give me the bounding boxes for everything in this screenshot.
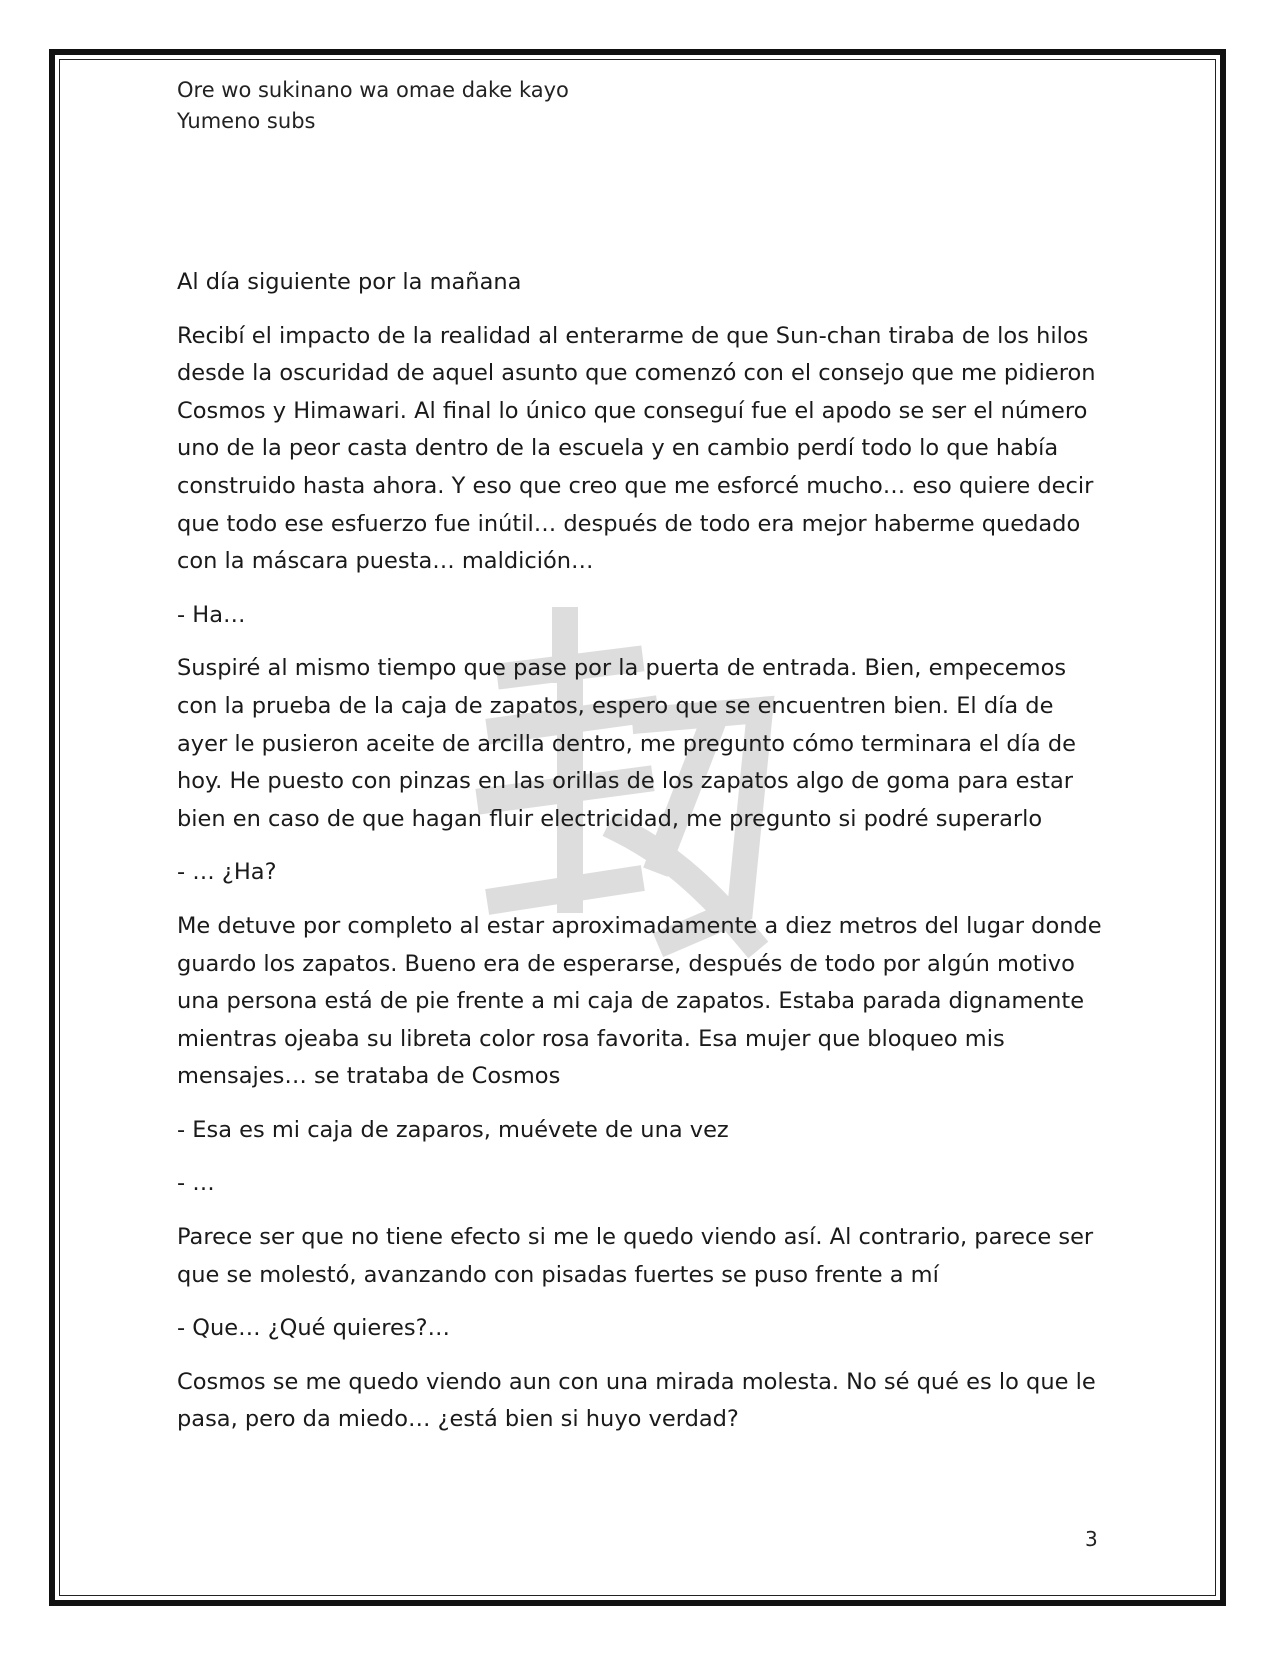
paragraph: - … ¿Ha? xyxy=(177,859,277,886)
paragraph: Parece ser que no tiene efecto si me le quedo viendo así. Al contrario, parece ser que se molestó, avanzando con pisadas fuertes se puso frente a mí xyxy=(177,1224,1094,1288)
page-number: 3 xyxy=(1085,1527,1098,1551)
paragraph: Me detuve por completo al estar aproximadamente a diez metros del lugar donde guardo los zapatos. Bueno era de esperarse, después de todo por algún motivo una persona está de pie frente a mi caja de zapatos. Estaba parada dignamente mientras ojeaba su libreta color rosa favorita. Esa mujer que bloqueo mis mensajes… se trataba de Cosmos xyxy=(177,912,1102,1090)
paragraph: - Que… ¿Qué quieres?… xyxy=(177,1315,451,1342)
document-body xyxy=(177,264,1107,1455)
paragraph: Al día siguiente por la mañana xyxy=(177,269,522,295)
document-header xyxy=(177,75,569,137)
paragraph: Suspiré al mismo tiempo que pase por la puerta de entrada. Bien, empecemos con la prueba de la caja de zapatos, espero que se encuentren bien. El día de ayer le pusieron aceite de arcilla dentro, me pregunto cómo terminara el día de hoy. He puesto con pinzas en las orillas de los zapatos algo de goma para estar bien en caso de que hagan fluir electricidad, me pregunto si podré superarlo xyxy=(177,655,1076,832)
paragraph: - Esa es mi caja de zaparos, muévete de una vez xyxy=(177,1116,729,1143)
header-subtitle: Yumeno subs xyxy=(177,109,316,133)
paragraph: - Ha… xyxy=(177,601,246,628)
header-title: Ore wo sukinano wa omae dake kayo xyxy=(177,78,569,102)
paragraph: Cosmos se me quedo viendo aun con una mirada molesta. No sé qué es lo que le pasa, pero da miedo… ¿está bien si huyo verdad? xyxy=(177,1368,1096,1433)
paragraph: Recibí el impacto de la realidad al enterarme de que Sun-chan tiraba de los hilos desde la oscuridad de aquel asunto que comenzó con el consejo que me pidieron Cosmos y Himawari. Al final lo único que conseguí fue el apodo se ser el número uno de la peor casta dentro de la escuela y en cambio perdí todo lo que había construido hasta ahora. Y eso que creo que me esforcé mucho… eso quiere decir que todo ese esfuerzo fue inútil… después de todo era mejor haberme quedado con la máscara puesta… maldición… xyxy=(177,322,1096,575)
paragraph: - … xyxy=(177,1170,215,1197)
